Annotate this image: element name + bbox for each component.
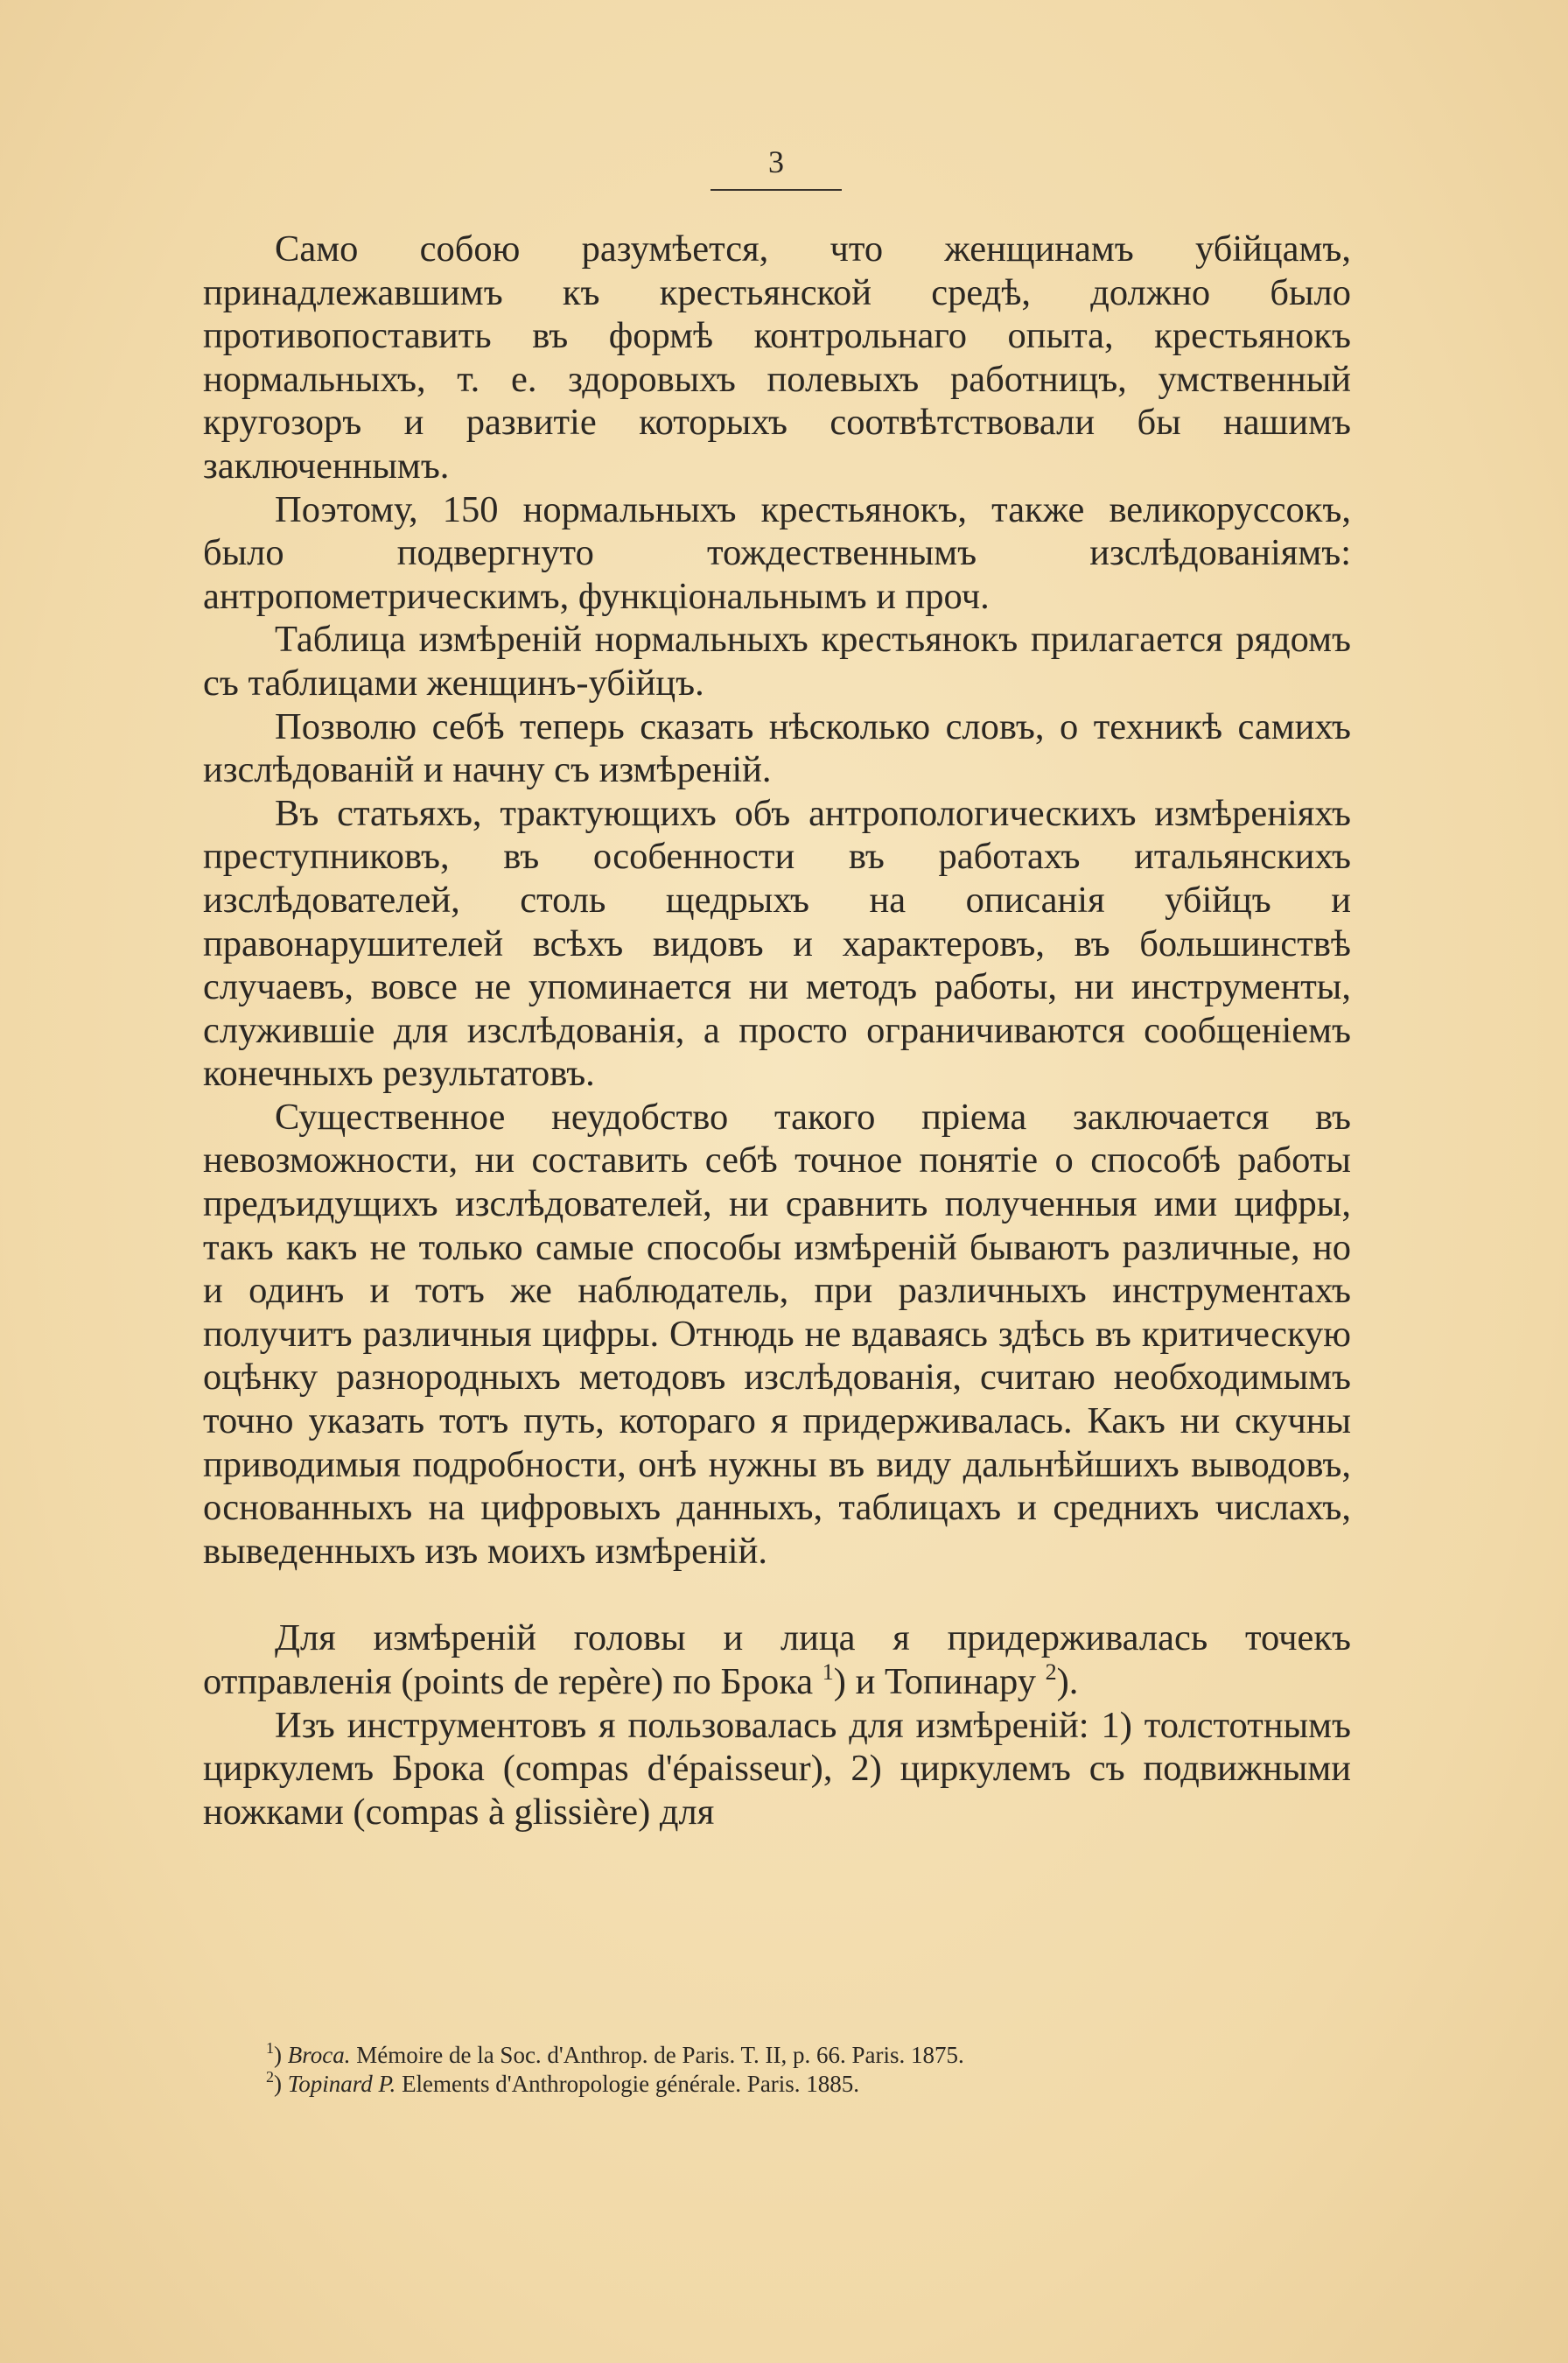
footnote-ref-2: 2 bbox=[1045, 1659, 1057, 1685]
paragraph-7 bbox=[203, 1616, 1351, 1703]
footnote-2: $^2$) Topinard P. Elements d'Anthropologie générale. Paris. 1885. bbox=[266, 2068, 860, 2097]
paragraph-7-text-b: ) и Топинару bbox=[833, 1661, 1036, 1702]
page-number: 3 bbox=[768, 144, 784, 179]
paragraph-1: Само собою разумѣется, что женщинамъ убійцамъ, принадлежавшимъ къ крестьянской средѣ, должно было противопоставить въ формѣ контрольнаго опыта, крестьянокъ нормальныхъ, т. е. здоровыхъ полевыхъ работницъ, умственный кругозоръ и развитіе которыхъ соотвѣтствовали бы нашимъ заключеннымъ. bbox=[203, 228, 1351, 487]
paragraph-3: Таблица измѣреній нормальныхъ крестьянокъ прилагается рядомъ съ таблицами женщинъ-убійцъ. bbox=[203, 619, 1351, 704]
footnote-ref-1: 1 bbox=[822, 1659, 834, 1685]
footnote-1: $^1$) Broca. Mémoire de la Soc. d'Anthrop. de Paris. T. II, p. 66. Paris. 1875. bbox=[266, 2039, 964, 2068]
footnote-2-marker: 2 bbox=[266, 2068, 274, 2086]
footnotes bbox=[203, 2041, 1351, 2099]
paragraph-7-text-a: Для измѣреній головы и лица я придерживалась точекъ отправленія (points de repère) по Брока bbox=[203, 1617, 1351, 1702]
footnote-1-marker: 1 bbox=[266, 2039, 274, 2057]
main-text bbox=[203, 228, 1351, 1834]
paragraph-8: Изъ инструментовъ я пользовалась для измѣреній: 1) толстотнымъ циркулемъ Брока (compas d'épaisseur), 2) циркулемъ съ подвижными ножками (compas à glissière) для bbox=[203, 1704, 1351, 1833]
footnote-1-text: Mémoire de la Soc. d'Anthrop. de Paris. T. II, p. 66. Paris. 1875. bbox=[356, 2042, 964, 2068]
paragraph-6: Существенное неудобство такого пріема заключается въ невозможности, ни составить себѣ точное понятіе о способѣ работы предъидущихъ изслѣдователей, ни сравнить полученныя ими цифры, такъ какъ не только самые способы измѣреній бываютъ различные, но и одинъ и тотъ же наблюдатель, при различныхъ инструментахъ получитъ различныя цифры. Отнюдь не вдаваясь здѣсь въ критическую оцѣнку разнородныхъ методовъ изслѣдованія, считаю необходимымъ точно указать тотъ путь, котораго я придерживалась. Какъ ни скучны приводимыя подробности, онѣ нужны въ виду дальнѣйшихъ выводовъ, основанныхъ на цифровыхъ данныхъ, таблицахъ и среднихъ числахъ, выведенныхъ изъ моихъ измѣреній. bbox=[203, 1096, 1351, 1572]
paragraph-5: Въ статьяхъ, трактующихъ объ антропологическихъ измѣреніяхъ преступниковъ, въ особенности въ работахъ итальянскихъ изслѣдователей, столь щедрыхъ на описанія убійцъ и правонарушителей всѣхъ видовъ и характеровъ, въ большинствѣ случаевъ, вовсе не упоминается ни методъ работы, ни инструменты, служившіе для изслѣдованія, а просто ограничиваются сообщеніемъ конечныхъ результатовъ. bbox=[203, 792, 1351, 1095]
paragraph-2: Поэтому, 150 нормальныхъ крестьянокъ, также великоруссокъ, было подвергнуто тождественнымъ изслѣдованіямъ: антропометрическимъ, функціональнымъ и проч. bbox=[203, 488, 1351, 617]
footnote-2-text: Elements d'Anthropologie générale. Paris. 1885. bbox=[402, 2071, 860, 2097]
paragraph-7-text-c: ). bbox=[1056, 1661, 1079, 1702]
footnote-2-author: Topinard P. bbox=[287, 2071, 396, 2097]
footnote-1-author: Broca. bbox=[287, 2042, 351, 2068]
page-number-rule bbox=[710, 189, 842, 191]
paragraph-4: Позволю себѣ теперь сказать нѣсколько словъ, о техникѣ самихъ изслѣдованій и начну съ измѣреній. bbox=[203, 705, 1351, 791]
